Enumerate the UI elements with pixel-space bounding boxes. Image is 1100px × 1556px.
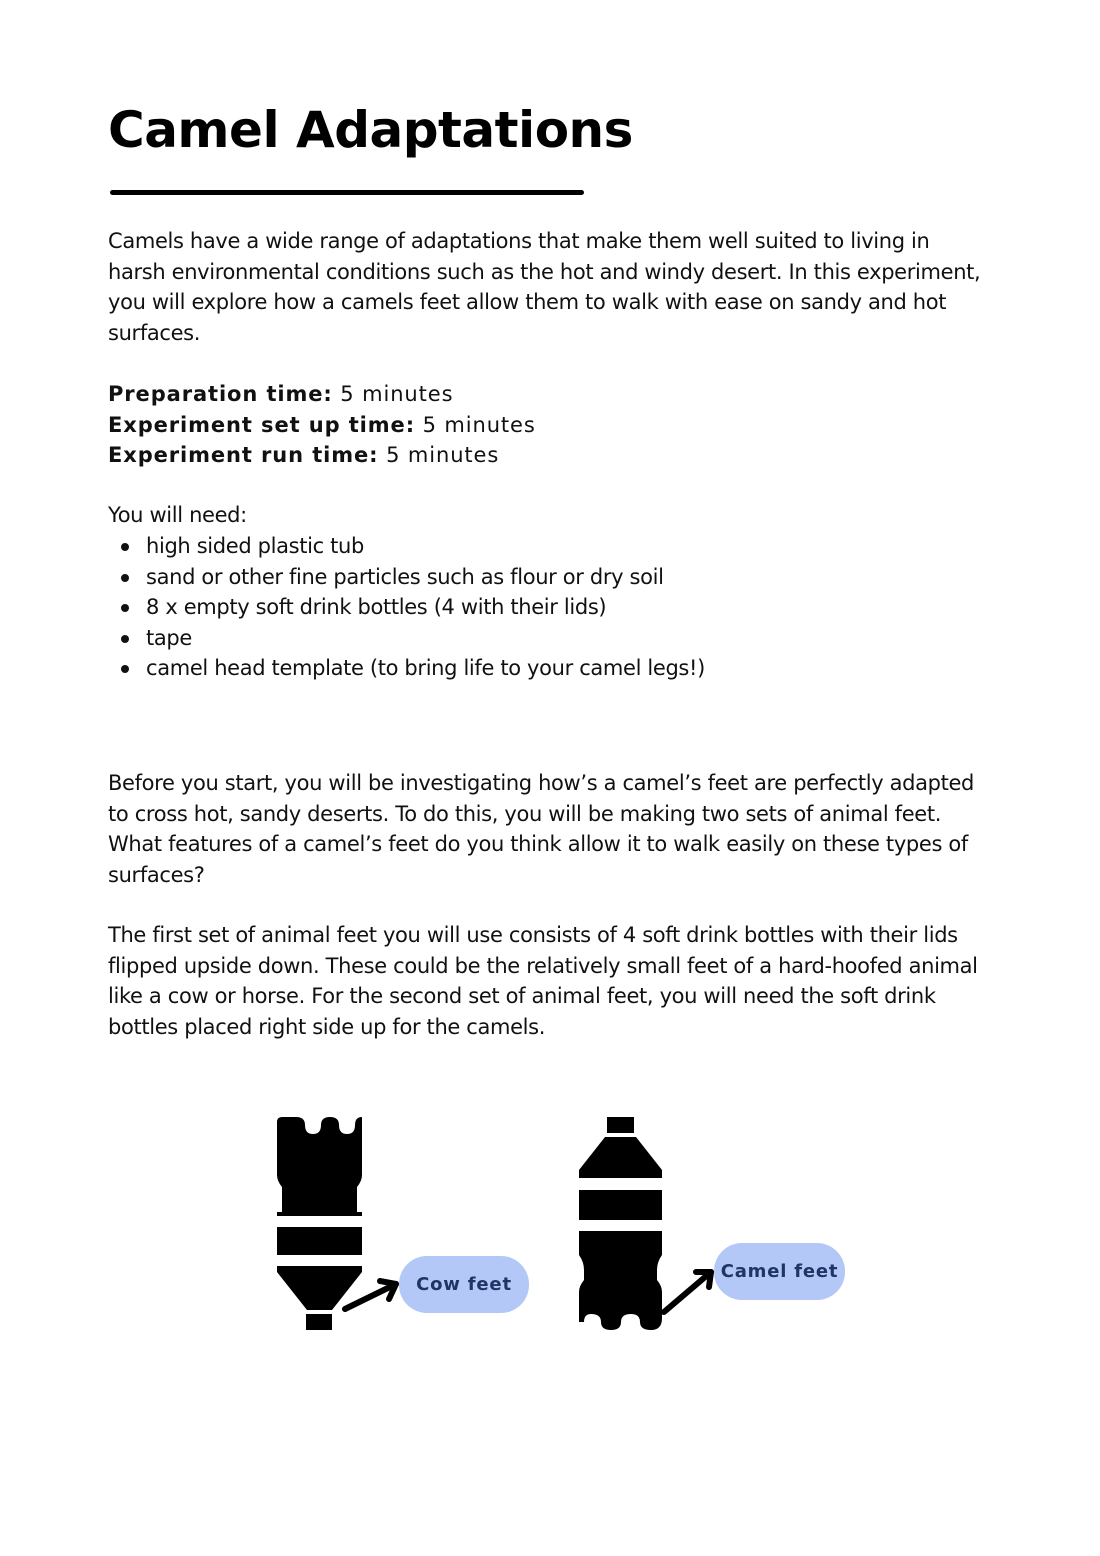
arrow-icon <box>345 1281 396 1309</box>
cow-feet-label: Cow feet <box>399 1256 529 1313</box>
intro-paragraph: Camels have a wide range of adaptations that make them well suited to living in harsh environmental conditions such as the hot and windy desert. In this experiment, you will explore how a camels feet allow them to walk with ease on sandy and hot surfaces. <box>108 229 981 345</box>
page-title: Camel Adaptations <box>108 101 633 159</box>
upside-down-bottle-icon <box>277 1117 362 1330</box>
first-set-paragraph: The first set of animal feet you will use consists of 4 soft drink bottles with their lids flipped upside down. These could be the relatively small feet of a hard-hoofed animal like a cow or horse. For the second set of animal feet, you will need the soft drink bottles placed right side up for the camels. <box>108 923 978 1039</box>
materials-heading: You will need: <box>108 503 247 527</box>
camel-feet-label: Camel feet <box>714 1243 845 1300</box>
time-value: 5 minutes <box>386 443 500 468</box>
upright-bottle-icon <box>579 1117 662 1330</box>
time-label: Experiment run time: <box>108 443 379 468</box>
list-item-text: high sided plastic tub <box>146 534 364 558</box>
time-value: 5 minutes <box>422 412 536 437</box>
list-item-text: camel head template (to bring life to your camel legs!) <box>146 656 705 681</box>
arrow-icon <box>664 1272 711 1312</box>
time-label: Experiment set up time: <box>108 412 415 437</box>
list-item-text: sand or other fine particles such as flour or dry soil <box>146 564 664 589</box>
list-item-text: tape <box>146 625 192 650</box>
list-item-text: 8 x empty soft drink bottles (4 with their lids) <box>146 595 607 620</box>
time-label: Preparation time: <box>108 382 333 406</box>
time-value: 5 minutes <box>340 382 454 406</box>
before-you-start-paragraph: Before you start, you will be investigating how’s a camel’s feet are perfectly adapted to cross hot, sandy deserts. To do this, you will be making two sets of animal feet. What features of a camel’s feet do you think allow it to walk easily on these types of surfaces? <box>108 771 975 887</box>
